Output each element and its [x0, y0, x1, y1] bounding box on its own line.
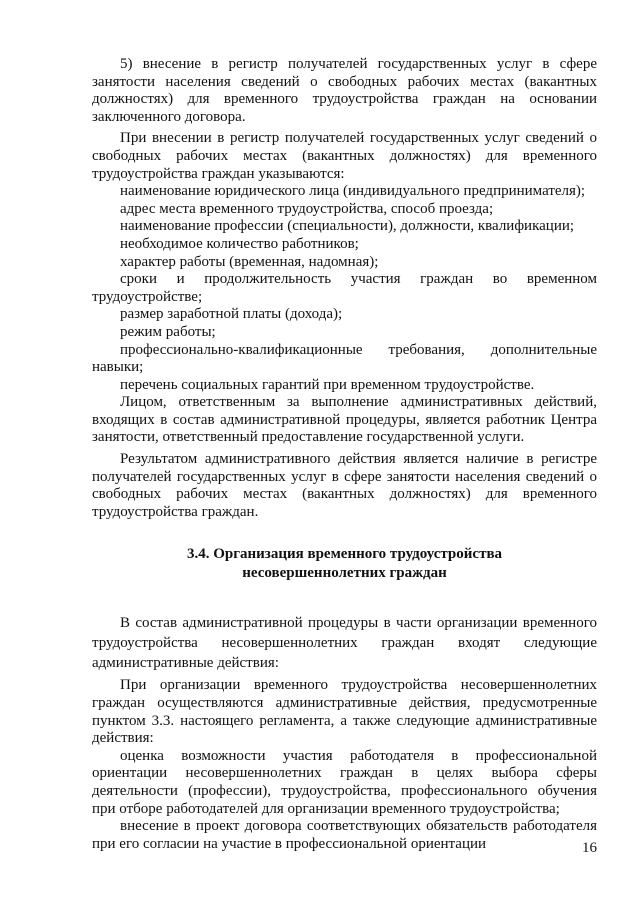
paragraph-contract: внесение в проект договора соответствующих обязательств работодателя при его согласии на участие в профессиональной ориентации — [92, 818, 597, 852]
section-heading — [92, 545, 597, 583]
section-heading-line: несовершеннолетних граждан — [242, 565, 447, 582]
list-item: необходимое количество работников; — [120, 235, 359, 252]
list-item: адрес места временного трудоустройства, способ проезда; — [120, 200, 494, 217]
list-item: перечень социальных гарантий при временном трудоустройстве. — [120, 376, 535, 393]
paragraph-item-5: 5) внесение в регистр получателей государственных услуг в сфере занятости населения сведений о свободных рабочих местах (вакантных должностях) для временного трудоустройства граждан на основании заключенного договора. — [92, 56, 597, 125]
list-item: характер работы (временная, надомная); — [120, 253, 379, 270]
paragraph-result: Результатом административного действия является наличие в регистре получателей государственных услуг в сфере занятости населения сведений о свободных рабочих местах (вакантных должностях) для временного трудоустройства граждан. — [92, 451, 597, 520]
list-item: профессионально-квалификационные требования, дополнительные навыки; — [92, 341, 597, 376]
paragraph-actions: При организации временного трудоустройства несовершеннолетних граждан осуществляются административные действия, предусмотренные пунктом 3.3. настоящего регламента, а также следующие административные действия: — [92, 677, 597, 747]
list-item: наименование юридического лица (индивидуального предпринимателя); — [120, 183, 586, 200]
list-item: размер заработной платы (дохода); — [120, 306, 343, 323]
section-heading-line: 3.4. Организация временного трудоустройства — [186, 546, 503, 563]
paragraph-responsible-person: Лицом, ответственным за выполнение административных действий, входящих в состав административной процедуры, является работник Центра занятости, ответственный предоставление государственной услуги. — [92, 394, 597, 446]
list-item: сроки и продолжительность участия граждан во временном трудоустройстве; — [92, 271, 597, 305]
list-item: режим работы; — [120, 323, 216, 340]
page-number: 16 — [582, 840, 597, 856]
paragraph-assessment: оценка возможности участия работодателя в профессиональной ориентации несовершеннолетних граждан в целях выбора сферы деятельности (профессии), трудоустройства, профессионального обучения при отборе работодателей для организации временного трудоустройства; — [92, 747, 597, 817]
paragraph-section-intro: В состав административной процедуры в части организации временного трудоустройства несовершеннолетних граждан входят следующие административные действия: — [92, 615, 597, 672]
paragraph-register-intro: При внесении в регистр получателей государственных услуг сведений о свободных рабочих местах (вакантных должностях) для временного трудоустройства граждан указываются: — [92, 130, 597, 182]
list-item: наименование профессии (специальности), должности, квалификации; — [120, 218, 575, 235]
document-body — [92, 56, 597, 853]
